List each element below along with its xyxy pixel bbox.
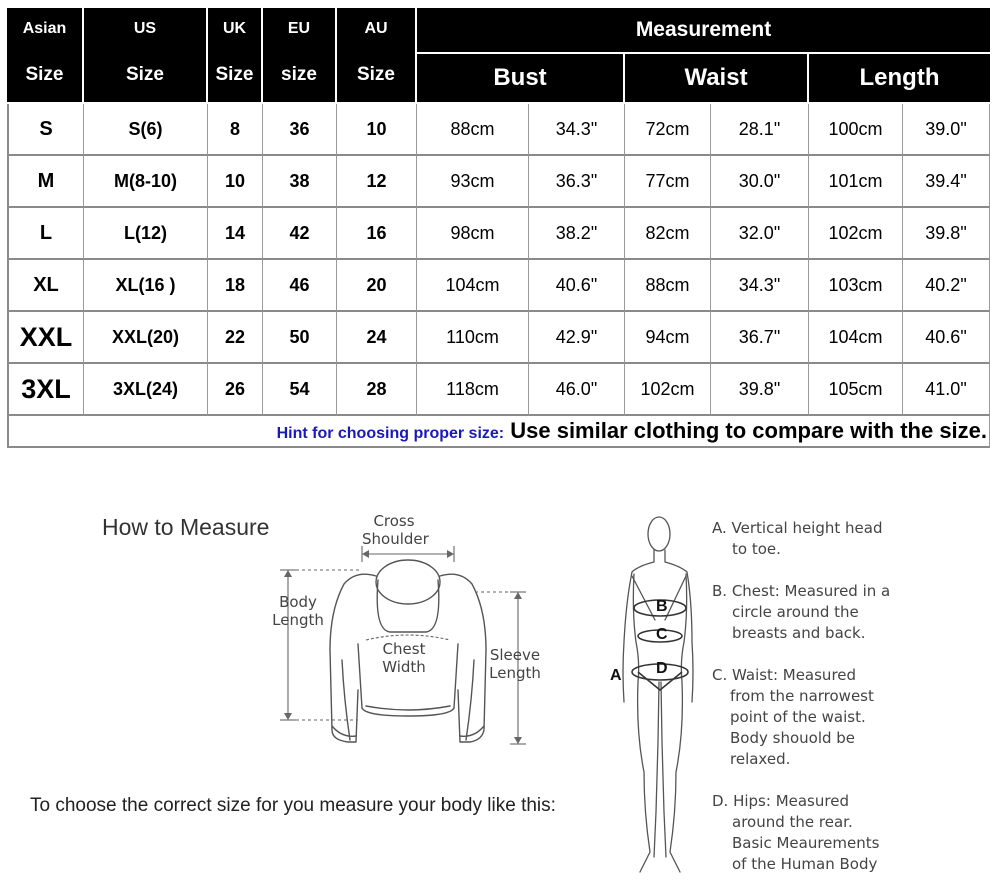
header-asian-size: Asian Size [7, 8, 84, 104]
cell-waist-cm: 77cm [625, 156, 711, 208]
cell-eu: 50 [263, 312, 337, 364]
cell-length-in: 39.0" [903, 104, 990, 156]
cell-bust-in: 40.6" [529, 260, 625, 312]
header-measurement: Measurement [417, 8, 990, 54]
cell-waist-in: 32.0" [711, 208, 809, 260]
cell-au: 20 [337, 260, 417, 312]
cell-bust-in: 38.2" [529, 208, 625, 260]
cell-length-cm: 101cm [809, 156, 903, 208]
cell-au: 10 [337, 104, 417, 156]
cell-uk: 14 [208, 208, 263, 260]
header-length: Length [809, 54, 990, 104]
cell-eu: 36 [263, 104, 337, 156]
cell-waist-in: 39.8" [711, 364, 809, 416]
hint-label: Hint for choosing proper size: [276, 425, 505, 442]
cell-uk: 22 [208, 312, 263, 364]
cell-bust-cm: 104cm [417, 260, 529, 312]
size-hint [7, 416, 990, 448]
measure-instructions: To choose the correct size for you measure your body like this: [30, 795, 556, 816]
cell-us: L(12) [84, 208, 208, 260]
cell-asian: XXL [7, 312, 84, 364]
cell-bust-cm: 110cm [417, 312, 529, 364]
cell-au: 16 [337, 208, 417, 260]
note-b: B. Chest: Measured in a circle around the breasts and back. [712, 582, 891, 642]
cell-waist-in: 30.0" [711, 156, 809, 208]
table-row [7, 104, 990, 156]
cell-au: 12 [337, 156, 417, 208]
cell-bust-in: 36.3" [529, 156, 625, 208]
body-letter-c: C [656, 626, 668, 643]
note-c: C. Waist: Measured from the narrowest point of the waist. Body shouold be relaxed. [712, 666, 874, 768]
body-length-label: Body Length [272, 593, 324, 629]
body-figure [610, 512, 700, 880]
cell-uk: 18 [208, 260, 263, 312]
chest-width-label: Chest Width [382, 640, 426, 676]
table-row [7, 364, 990, 416]
cell-waist-cm: 82cm [625, 208, 711, 260]
cell-asian: M [7, 156, 84, 208]
how-to-measure-title: How to Measure [102, 514, 270, 540]
cell-length-cm: 102cm [809, 208, 903, 260]
header-uk-size: UK Size [208, 8, 263, 104]
table-row [7, 312, 990, 364]
cross-shoulder-label: Cross Shoulder [362, 512, 429, 548]
cell-length-cm: 104cm [809, 312, 903, 364]
cell-uk: 26 [208, 364, 263, 416]
cell-bust-cm: 118cm [417, 364, 529, 416]
hint-text: Use similar clothing to compare with the size. [504, 418, 988, 443]
cell-length-cm: 103cm [809, 260, 903, 312]
cell-length-in: 40.2" [903, 260, 990, 312]
cell-bust-in: 34.3" [529, 104, 625, 156]
cell-waist-cm: 88cm [625, 260, 711, 312]
cell-us: XL(16 ) [84, 260, 208, 312]
cell-length-cm: 105cm [809, 364, 903, 416]
cell-asian: S [7, 104, 84, 156]
table-row [7, 260, 990, 312]
cell-asian: L [7, 208, 84, 260]
cell-au: 28 [337, 364, 417, 416]
cell-us: M(8-10) [84, 156, 208, 208]
cell-length-in: 39.8" [903, 208, 990, 260]
cell-length-cm: 100cm [809, 104, 903, 156]
cell-waist-cm: 72cm [625, 104, 711, 156]
header-au-size: AU Size [337, 8, 417, 104]
cell-uk: 10 [208, 156, 263, 208]
body-letter-a: A [610, 667, 622, 684]
header-bust: Bust [417, 54, 625, 104]
header-waist: Waist [625, 54, 809, 104]
header-eu-size: EU size [263, 8, 337, 104]
cell-eu: 38 [263, 156, 337, 208]
sleeve-length-label: Sleeve Length [489, 646, 541, 682]
cell-length-in: 40.6" [903, 312, 990, 364]
body-letter-d: D [656, 660, 668, 677]
cell-uk: 8 [208, 104, 263, 156]
cell-bust-cm: 98cm [417, 208, 529, 260]
note-d: D. Hips: Measured around the rear. Basic Meaurements of the Human Body [712, 792, 880, 873]
cell-eu: 54 [263, 364, 337, 416]
cell-waist-in: 34.3" [711, 260, 809, 312]
size-chart-table [7, 8, 990, 448]
cell-us: XXL(20) [84, 312, 208, 364]
cell-asian: XL [7, 260, 84, 312]
cell-us: 3XL(24) [84, 364, 208, 416]
table-row [7, 208, 990, 260]
cell-waist-in: 28.1" [711, 104, 809, 156]
cell-length-in: 41.0" [903, 364, 990, 416]
cell-waist-cm: 102cm [625, 364, 711, 416]
cell-bust-cm: 93cm [417, 156, 529, 208]
cell-bust-in: 46.0" [529, 364, 625, 416]
cell-waist-cm: 94cm [625, 312, 711, 364]
cell-waist-in: 36.7" [711, 312, 809, 364]
table-row [7, 156, 990, 208]
cell-us: S(6) [84, 104, 208, 156]
cell-length-in: 39.4" [903, 156, 990, 208]
cell-asian: 3XL [7, 364, 84, 416]
cell-eu: 42 [263, 208, 337, 260]
cell-bust-in: 42.9" [529, 312, 625, 364]
cell-bust-cm: 88cm [417, 104, 529, 156]
header-us-size: US Size [84, 8, 208, 104]
cell-eu: 46 [263, 260, 337, 312]
note-a: A. Vertical height head to toe. [712, 519, 883, 558]
body-letter-b: B [656, 598, 668, 615]
cell-au: 24 [337, 312, 417, 364]
